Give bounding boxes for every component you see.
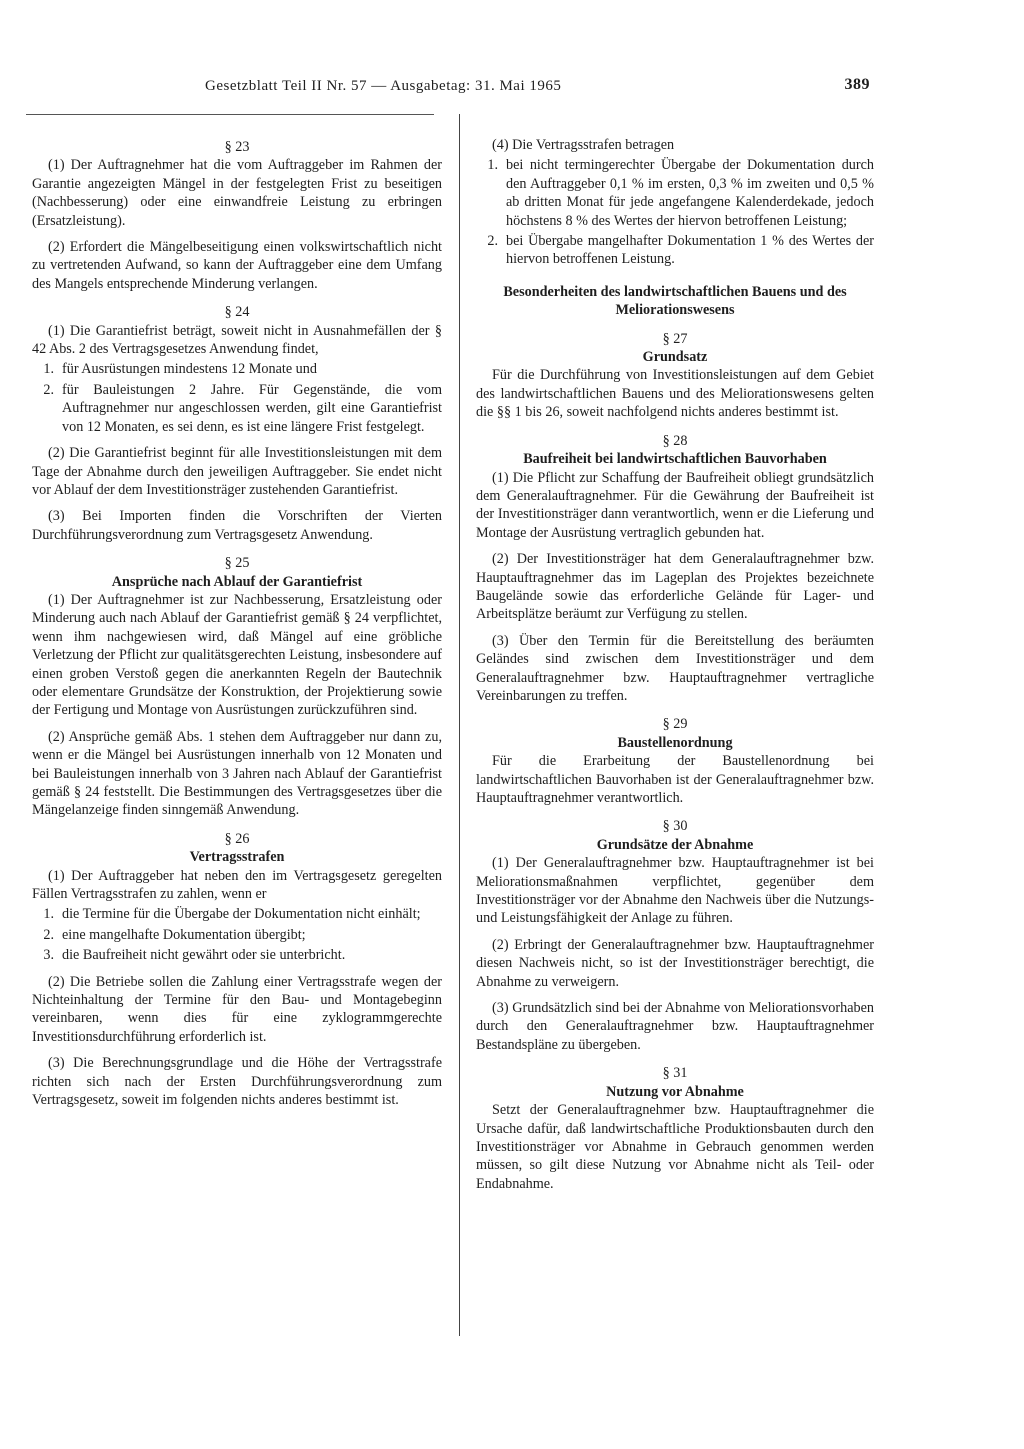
header-rule: [26, 114, 434, 115]
section-26-number: § 26: [224, 830, 250, 847]
section-30-title: Grundsätze der Abnahme: [596, 836, 754, 853]
section-28-para-3: (3) Über den Termin für die Bereitstellung des beräumten Geländes sind zwischen dem Investitionsträger und dem Generalauftragnehmer bzw. Hauptauftragnehmer vertragliche Vereinbarungen zu treffen.: [476, 632, 874, 704]
section-29-number: § 29: [662, 716, 688, 733]
section-29-title: Baustellenordnung: [617, 734, 733, 751]
section-26-penalty-list: [476, 156, 874, 268]
section-31-para-1: Setzt der Generalauftragnehmer bzw. Hauptauftragnehmer die Ursache dafür, daß landwirtschaftliche Produktionsbauten durch den Investitionsträger vor Abnahme in Gebrauch genommen werden müssen, so gilt diese Nutzung vor Abnahme nicht als Teil- oder Endabnahme.: [476, 1102, 874, 1192]
section-26-para-4: (4) Die Vertragsstrafen betragen: [492, 137, 675, 153]
list-item: 2. für Bauleistungen 2 Jahre. Für Gegenstände, die vom Auftragnehmer nur angeschlossen werden, gilt eine Garantiefrist von 12 Monaten, es sei denn, es ist eine längere Frist festgelegt.: [43, 381, 442, 435]
section-23-para-2: (2) Erfordert die Mängelbeseitigung einen volkswirtschaftlich nicht zu vertretenden Aufwand, so kann der Auftraggeber eine dem Umfang des Mangels entsprechende Minderung verlangen.: [32, 239, 442, 292]
list-item: 1. bei nicht termingerechter Übergabe der Dokumentation durch den Auftraggeber 0,1 % im ersten, 0,3 % im zweiten und 0,5 % ab dritten Monat für jede angefangene Kalenderdekade, jedoch höchstens 8 % des Wertes der hiervon betroffenen Leistung;: [487, 157, 874, 229]
section-24-list: [32, 360, 442, 436]
section-24-para-2: (2) Die Garantiefrist beginnt für alle Investitionsleistungen mit dem Tage der Abnahme durch den jeweiligen Auftraggeber. Sie endet nicht vor Ablauf der dem Investitionsträger zustehenden Garantiefrist.: [32, 445, 442, 498]
section-25-para-1: (1) Der Auftragnehmer ist zur Nachbesserung, Ersatzleistung oder Minderung auch nach Ablauf der Garantiefrist gemäß § 24 verpflichtet, wenn ihm nachgewiesen wird, daß Mängel auf eine gröbliche Verletzung der Pflicht zur qualitätsgerechten Leistung, insbesondere auf einen groben Verstoß gegen die anerkannten Regeln der Bautechnik oder elementare Grundsätze der Konstruktion, der Projektierung sowie der Fertigung und Montage von Ausrüstungen zurückzuführen sind.: [32, 591, 442, 719]
publication-title: Gesetzblatt Teil II Nr. 57 — Ausgabetag: 31. Mai 1965: [205, 78, 562, 94]
section-29-para-1: Für die Erarbeitung der Baustellenordnung bei landwirtschaftlichen Bauvorhaben ist der Generalauftragnehmer bzw. Hauptauftragnehmer verantwortlich.: [476, 753, 874, 806]
section-26-para-3: (3) Die Berechnungsgrundlage und die Höhe der Vertragsstrafe richten sich nach der Ersten Durchführungsverordnung zum Vertragsgesetz, soweit im folgenden nichts anderes bestimmt ist.: [32, 1055, 442, 1109]
list-item: 2. bei Übergabe mangelhafter Dokumentation 1 % des Wertes der hiervon betroffenen Leistung.: [487, 233, 874, 268]
section-24-number: § 24: [224, 304, 250, 321]
chapter-heading: Besonderheiten des landwirtschaftlichen Bauens und des Meliorationswesens: [503, 283, 847, 319]
list-item: 1. die Termine für die Übergabe der Dokumentation nicht einhält;: [43, 906, 421, 923]
section-31-title: Nutzung vor Abnahme: [606, 1083, 744, 1100]
list-item: 2. eine mangelhafte Dokumentation übergibt;: [43, 926, 306, 943]
section-24-para-3: (3) Bei Importen finden die Vorschriften der Vierten Durchführungsverordnung zum Vertragsgesetz Anwendung.: [32, 508, 442, 543]
section-28-number: § 28: [662, 432, 688, 449]
page-number: 389: [844, 76, 870, 93]
section-28-title: Baufreiheit bei landwirtschaftlichen Bauvorhaben: [523, 451, 827, 468]
section-26-title: Vertragsstrafen: [189, 849, 285, 866]
section-24-para-1: (1) Die Garantiefrist beträgt, soweit nicht in Ausnahmefällen der § 42 Abs. 2 des Vertragsgesetzes Anwendung findet,: [32, 322, 442, 358]
section-25-number: § 25: [224, 555, 250, 572]
section-30-number: § 30: [662, 818, 688, 835]
section-30-para-2: (2) Erbringt der Generalauftragnehmer bzw. Hauptauftragnehmer diesen Nachweis nicht, so ist der Investitionsträger berechtigt, die Abnahme zu verweigern.: [476, 936, 874, 990]
section-26-para-2: (2) Die Betriebe sollen die Zahlung einer Vertragsstrafe wegen der Nichteinhaltung der Termine für den Bau- und Montagebeginn vereinbaren, wenn dies für eine zyklogrammgerechte Investitionsdurchführung erforderlich ist.: [32, 973, 442, 1045]
section-28-para-2: (2) Der Investitionsträger hat dem Generalauftragnehmer bzw. Hauptauftragnehmer das im Lageplan des Projektes bezeichnete Baugelände sowie das erforderliche Gelände für Lager- und Arbeitsplätze beräumt zur Verfügung zu stellen.: [476, 551, 874, 623]
right-column: [476, 136, 874, 1201]
section-25-title: Ansprüche nach Ablauf der Garantiefrist: [111, 573, 363, 590]
section-27-title: Grundsatz: [642, 349, 708, 366]
section-30-para-3: (3) Grundsätzlich sind bei der Abnahme von Meliorationsvorhaben durch den Generalauftragnehmer bzw. Hauptauftragnehmer Bestandspläne zu übergeben.: [476, 1000, 874, 1053]
section-23-number: § 23: [224, 139, 250, 155]
section-23-para-1: (1) Der Auftragnehmer hat die vom Auftraggeber im Rahmen der Garantie angezeigten Mängel in der festgelegten Frist zu beseitigen (Nachbesserung) oder eine einwandfreie Leistung zu erbringen (Ersatzleistung).: [32, 157, 442, 229]
section-25-para-2: (2) Ansprüche gemäß Abs. 1 stehen dem Auftraggeber nur dann zu, wenn er die Mängel bei Ausrüstungen innerhalb von 12 Monaten und bei Bauleistungen innerhalb von 3 Jahren nach Ablauf der Garantiefrist gemäß § 24 feststellt. Die Bestimmungen des Vertragsgesetzes über die Mängelanzeige finden sinngemäß Anwendung.: [32, 728, 442, 819]
section-26-list: [32, 905, 442, 964]
section-27-number: § 27: [662, 330, 688, 347]
section-28-para-1: (1) Die Pflicht zur Schaffung der Baufreiheit obliegt grundsätzlich dem Generalauftragnehmer. Für die Gewährung der Baufreiheit ist der Investitionsträger dann verantwortlich, wenn er die Lieferung und Montage der Ausrüstung vertraglich gebunden hat.: [476, 469, 874, 541]
section-31-number: § 31: [662, 1065, 688, 1082]
section-27-para-1: Für die Durchführung von Investitionsleistungen auf dem Gebiet des landwirtschaftlichen Bauens und des Meliorationswesens gelten die §§ 1 bis 26, soweit nachfolgend nichts anderes bestimmt ist.: [476, 367, 874, 421]
list-item: 3. die Baufreiheit nicht gewährt oder sie unterbricht.: [43, 947, 346, 964]
section-30-para-1: (1) Der Generalauftragnehmer bzw. Hauptauftragnehmer ist bei Meliorationsmaßnahmen verpflichtet, gegenüber dem Investitionsträger vor der Abnahme den Nachweis über die Nutzungs- und Leistungsfähigkeit der Anlage zu führen.: [476, 855, 874, 927]
section-26-para-1: (1) Der Auftraggeber hat neben den im Vertragsgesetz geregelten Fällen Vertragsstrafen zu zahlen, wenn er: [32, 867, 442, 903]
column-divider: [459, 114, 460, 1336]
list-item: 1. für Ausrüstungen mindestens 12 Monate und: [43, 361, 317, 378]
left-column: [32, 138, 442, 1118]
